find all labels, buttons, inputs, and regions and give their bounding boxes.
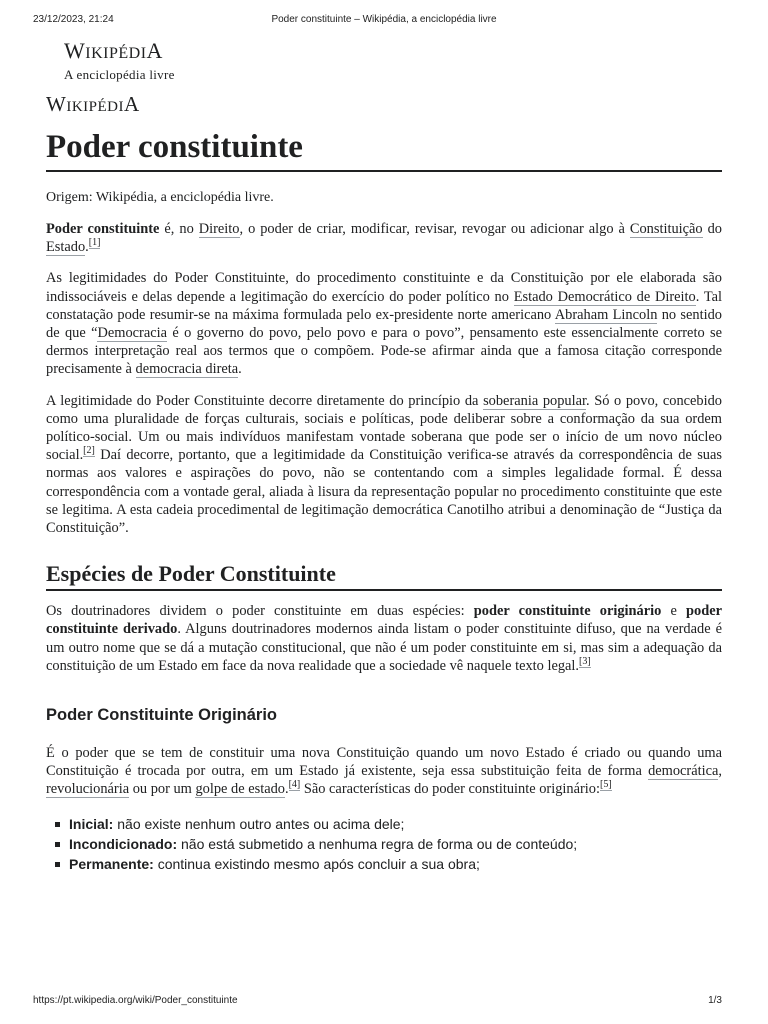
wikipedia-wordmark[interactable]: WIKIPÉDIA (46, 92, 140, 116)
characteristics-list (46, 814, 722, 874)
print-datetime: 23/12/2023, 21:24 (33, 14, 114, 25)
bullet-icon (55, 842, 60, 847)
ref-2[interactable]: [2] (83, 445, 95, 457)
link-revolucionaria[interactable]: revolucionária (46, 781, 130, 798)
page-title: Poder constituinte (46, 126, 722, 172)
link-soberania-popular[interactable]: soberania popular (483, 392, 586, 409)
section-heading-especies: Espécies de Poder Constituinte (46, 561, 722, 591)
link-democracia-direta[interactable]: democracia direta (135, 361, 239, 378)
link-democratica[interactable]: democrática (648, 763, 719, 780)
ref-3[interactable]: [3] (579, 655, 591, 667)
intro-paragraph: Poder constituinte é, no Direito, o poder de criar, modificar, revisar, revogar ou adicionar algo à Constituição do Estado.[1] (46, 221, 722, 256)
link-estado-democratico[interactable]: Estado Democrático de Direito (513, 288, 696, 305)
link-democracia[interactable]: Democracia (97, 325, 167, 342)
link-direito[interactable]: Direito (198, 221, 240, 237)
legitimacy-paragraph: As legitimidades do Poder Constituinte, do procedimento constituinte e da Constituição por ele elaborada são indissociáveis e delas depende a legitimação do exercício do poder político no Estado Democrático de Direito. Tal constatação pode resumir-se na máxima formulada pelo ex-presidente norte americano Abraham Lincoln no sentido de que “Democracia é o governo do povo, pelo povo e para o povo”, pensamento este essencialmente correto se dermos interpretação real aos termos que o compõem. Pode-se afirmar ainda que a famosa citação corresponde precisamente à democracia direta. (46, 270, 723, 378)
sovereignty-paragraph: A legitimidade do Poder Constituinte decorre diretamente do princípio da soberania popular. Só o povo, concebido como uma pluralidade de forças culturais, sociais e políticas, pode deliberar sobre a conformação da sua ordem político-social. Um ou mais indivíduos manifestam vontade soberana que pode ser o início de um novo núcleo social.[2] Daí decorre, portanto, que a legitimidade da Constituição verifica-se através da correspondência de suas normas aos valores e aspirações do povo, não se contentando com a simples legalidade formal. É dessa correspondência com a vontade geral, aliada à lisura da representação popular no procedimento constituinte que este se legitima. A esta cadeia procedimental de legitimação democrática Canotilho atribui a denominação de “Justiça da Constituição”. (46, 392, 722, 537)
bullet-icon (55, 862, 60, 867)
article-content (46, 126, 722, 874)
link-golpe-de-estado[interactable]: golpe de estado (195, 781, 285, 798)
subsection-heading-originario: Poder Constituinte Originário (46, 706, 278, 725)
list-item: Incondicionado: não está submetido a nenhuma regra de forma ou de conteúdo; (46, 834, 722, 854)
especies-paragraph: Os doutrinadores dividem o poder constituinte em duas espécies: poder constituinte originário e poder constituinte derivado. Alguns doutrinadores modernos ainda listam o poder constituinte difuso, que na verdade é um outro nome que se dá a mutação constitucional, que não é um poder constituinte em si, mas sim a adequação da constituição de um Estado em face da nova realidade que a sociedade vê naquele texto legal.[3] (46, 603, 722, 674)
ref-5[interactable]: [5] (599, 779, 612, 791)
ref-1[interactable]: [1] (88, 237, 101, 249)
print-doc-title: Poder constituinte – Wikipédia, a enciclopédia livre (271, 14, 497, 25)
bullet-icon (55, 822, 60, 827)
originario-paragraph: É o poder que se tem de constituir uma nova Constituição quando um novo Estado é criado ou quando uma Constituição é trocada por outra, em um Estado já existente, seja essa substituição feita de forma democrática, revolucionária ou por um golpe de estado.[4] São características do poder constituinte originário:[5] (46, 745, 722, 798)
origin-note: Origem: Wikipédia, a enciclopédia livre. (46, 190, 274, 205)
link-estado[interactable]: Estado (46, 239, 86, 256)
link-constituicao[interactable]: Constituição (629, 221, 703, 237)
logo-wordmark: WIKIPÉDIA (64, 38, 163, 63)
print-footer (0, 995, 768, 1009)
print-page-number: 1/3 (708, 995, 722, 1006)
print-header (0, 14, 768, 28)
wikipedia-logo[interactable] (64, 40, 175, 83)
link-abraham-lincoln[interactable]: Abraham Lincoln (554, 306, 658, 323)
print-url: https://pt.wikipedia.org/wiki/Poder_constituinte (33, 995, 238, 1006)
logo-tagline: A enciclopédia livre (64, 67, 175, 82)
list-item: Permanente: continua existindo mesmo após concluir a sua obra; (46, 854, 722, 874)
ref-4[interactable]: [4] (288, 779, 301, 791)
list-item: Inicial: não existe nenhum outro antes ou acima dele; (46, 814, 722, 834)
